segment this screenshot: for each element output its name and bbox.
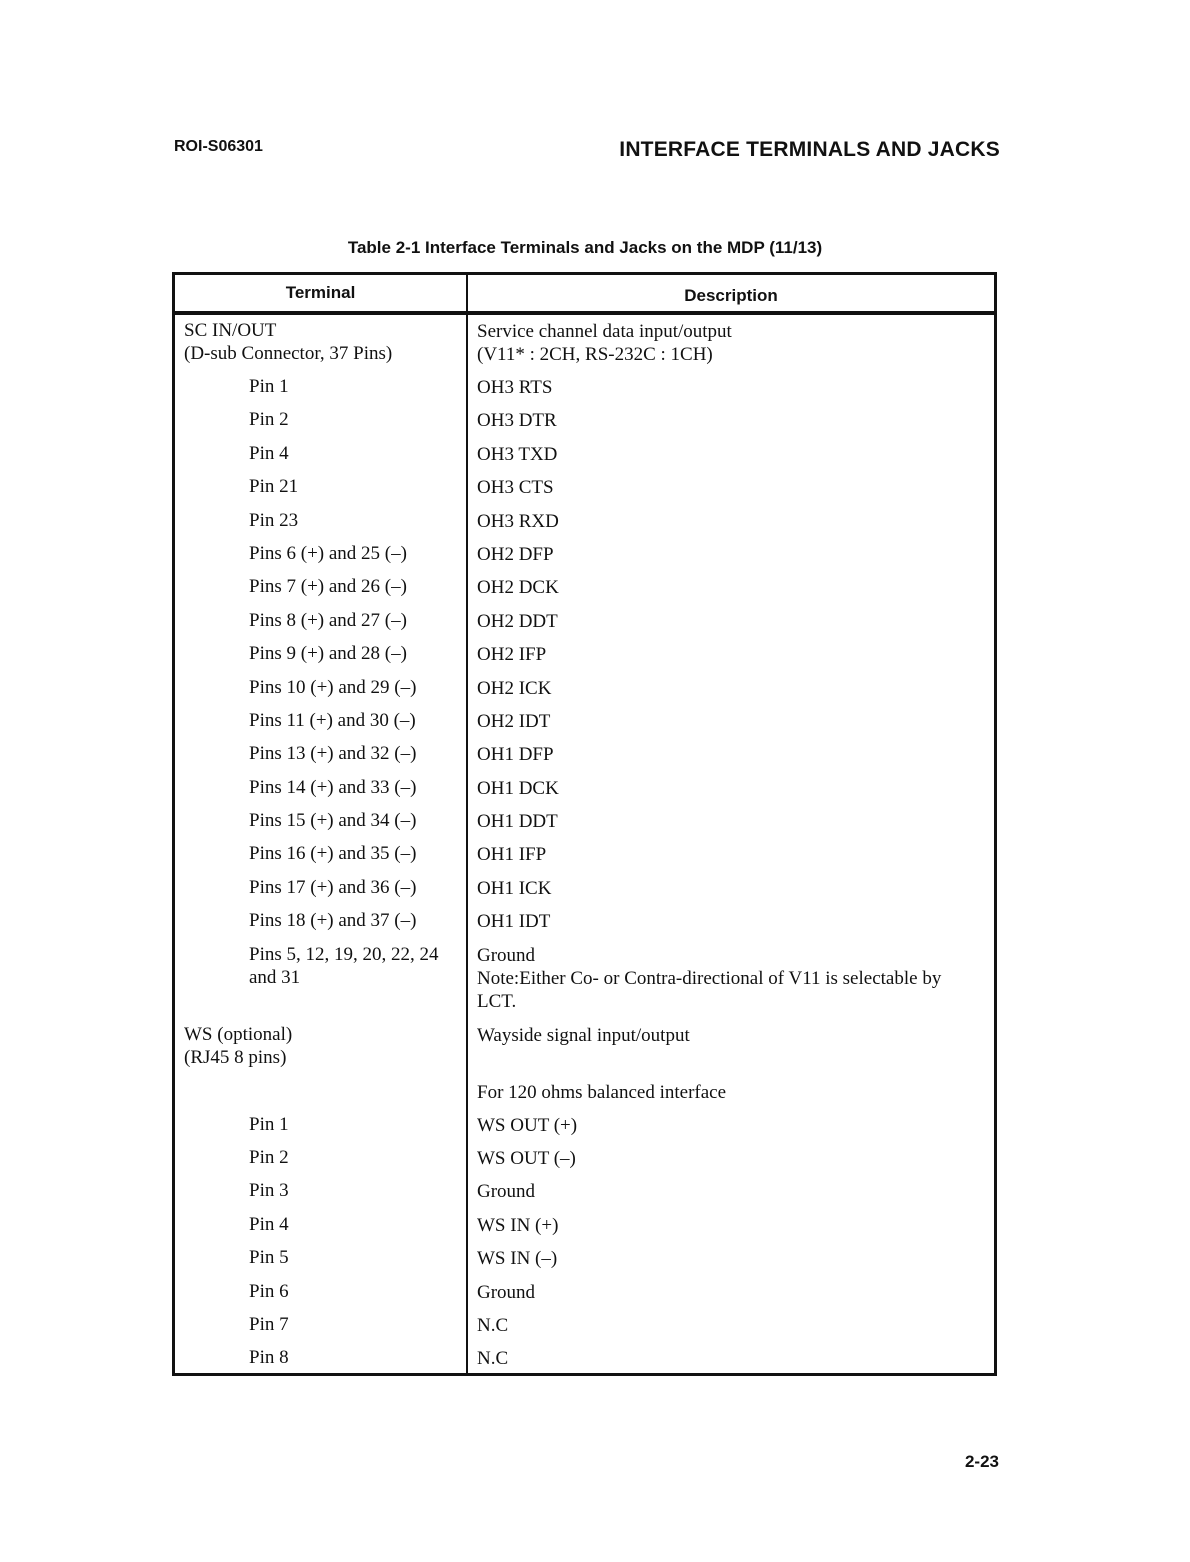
pin-description: OH2 DFP: [477, 543, 554, 565]
pin-label: Pin 4: [249, 1213, 289, 1235]
pin-description: OH2 DDT: [477, 610, 558, 632]
table-row-ground: [175, 939, 994, 1019]
table-body: [175, 315, 994, 1376]
pin-description: OH3 DTR: [477, 410, 557, 432]
table-row: [175, 1175, 994, 1208]
pin-description: N.C: [477, 1314, 509, 1336]
table-row: [175, 638, 994, 671]
sc-pin-rows: [175, 371, 994, 939]
terminal-connector: (D-sub Connector, 37 Pins): [184, 343, 393, 364]
table-row: [175, 672, 994, 705]
pin-label: Pins 8 (+) and 27 (–): [249, 609, 407, 631]
pin-label: Pin 1: [249, 1113, 289, 1135]
table-row: [175, 471, 994, 504]
pin-description: OH1 DDT: [477, 811, 558, 833]
pin-label: Pin 5: [249, 1247, 289, 1269]
document-id: ROI-S06301: [174, 138, 263, 155]
table-row: [175, 1109, 994, 1142]
table-row-ws-interface: [175, 1076, 994, 1109]
ws-pin-rows: [175, 1109, 994, 1376]
pin-label: Pins 11 (+) and 30 (–): [249, 709, 416, 731]
pin-description: OH2 IFP: [477, 644, 547, 666]
pin-label: Pin 8: [249, 1347, 289, 1369]
pin-label: Pin 3: [249, 1180, 289, 1202]
pin-description: N.C: [477, 1348, 509, 1370]
pin-description: WS OUT (–): [477, 1148, 576, 1170]
pin-description: OH3 RTS: [477, 377, 553, 398]
header-description: Description: [684, 286, 778, 305]
section-title: INTERFACE TERMINALS AND JACKS: [619, 138, 1000, 161]
table-row: [175, 1242, 994, 1275]
description-cell: [466, 315, 994, 371]
table-row: [175, 371, 994, 404]
table-row: [175, 772, 994, 805]
pin-label: Pins 13 (+) and 32 (–): [249, 743, 417, 765]
terminal-cell: [175, 1019, 466, 1076]
description-detail: (V11* : 2CH, RS-232C : 1CH): [477, 344, 713, 365]
pin-label: Pin 6: [249, 1280, 289, 1302]
table-row: [175, 1142, 994, 1175]
table-row: [175, 605, 994, 638]
pin-description: OH3 RXD: [477, 510, 559, 532]
table-row: [175, 805, 994, 838]
table-row: [175, 1342, 994, 1375]
pin-label: Pins 5, 12, 19, 20, 22, 24: [249, 943, 439, 965]
pin-label: Pins 14 (+) and 33 (–): [249, 776, 417, 798]
pin-label-continued: and 31: [249, 966, 301, 988]
table-row-ws: [175, 1019, 994, 1076]
table-row: [175, 1276, 994, 1309]
pin-description: OH1 IDT: [477, 911, 551, 933]
table-row: [175, 838, 994, 871]
description-text: Service channel data input/output: [477, 321, 732, 342]
pin-description: OH1 ICK: [477, 877, 552, 899]
terminal-connector: (RJ45 8 pins): [184, 1046, 287, 1068]
terminal-cell: [175, 1076, 466, 1109]
table-row: [175, 404, 994, 437]
table-row-sc: [175, 315, 994, 371]
pin-label: Pins 17 (+) and 36 (–): [249, 876, 417, 898]
pin-label: Pins 18 (+) and 37 (–): [249, 910, 417, 932]
table-row: [175, 905, 994, 938]
table-row: [175, 738, 994, 771]
pin-description: WS OUT (+): [477, 1114, 578, 1136]
pin-label: Pin 1: [249, 376, 289, 397]
pin-description: OH3 TXD: [477, 443, 558, 465]
table-caption: Table 2-1 Interface Terminals and Jacks on the MDP (11/13): [347, 238, 823, 257]
pin-label: Pin 2: [249, 409, 289, 431]
pin-label: Pin 23: [249, 509, 299, 531]
interface-table: [172, 272, 997, 1376]
table-row: [175, 505, 994, 538]
table-row: [175, 438, 994, 471]
pin-description: OH2 IDT: [477, 710, 551, 732]
pin-description: WS IN (+): [477, 1214, 559, 1236]
pin-description: OH1 IFP: [477, 844, 547, 866]
description-cell: [466, 1076, 994, 1109]
table-row: [175, 872, 994, 905]
pin-label: Pins 6 (+) and 25 (–): [249, 542, 407, 564]
pin-description: OH2 ICK: [477, 677, 552, 699]
page-number: 2-23: [964, 1452, 999, 1471]
table-header: [175, 275, 994, 315]
table-row: [175, 1309, 994, 1342]
description-text: Ground: [477, 944, 536, 966]
header-terminal: Terminal: [285, 283, 356, 302]
pin-label: Pins 7 (+) and 26 (–): [249, 576, 407, 598]
table-row: [175, 538, 994, 571]
pin-description: OH1 DCK: [477, 777, 559, 799]
pin-description: OH1 DFP: [477, 744, 554, 766]
table-row: [175, 1209, 994, 1242]
description-note: Note:Either Co- or Contra-directional of V11 is selectable by LCT.: [477, 967, 942, 1012]
pin-label: Pin 7: [249, 1313, 289, 1335]
description-cell: [466, 1019, 994, 1076]
pin-label: Pins 16 (+) and 35 (–): [249, 843, 417, 865]
terminal-cell: [175, 315, 466, 371]
pin-label: Pin 2: [249, 1147, 289, 1169]
pin-label: Pins 9 (+) and 28 (–): [249, 643, 407, 665]
pin-label: Pin 21: [249, 476, 299, 498]
table-row: [175, 571, 994, 604]
pin-description: OH3 CTS: [477, 477, 554, 499]
pin-label: Pin 4: [249, 442, 289, 464]
description-text: For 120 ohms balanced interface: [477, 1081, 727, 1103]
description-text: Wayside signal input/output: [477, 1024, 690, 1046]
pin-description: Ground: [477, 1281, 536, 1303]
description-cell: [466, 939, 994, 1019]
terminal-cell: [175, 939, 466, 1019]
terminal-name: SC IN/OUT: [184, 320, 277, 341]
pin-description: OH2 DCK: [477, 577, 559, 599]
pin-label: Pins 10 (+) and 29 (–): [249, 676, 417, 698]
pin-description: WS IN (–): [477, 1248, 558, 1270]
pin-description: Ground: [477, 1181, 536, 1203]
terminal-name: WS (optional): [184, 1023, 293, 1045]
table-row: [175, 705, 994, 738]
pin-label: Pins 15 (+) and 34 (–): [249, 810, 417, 832]
